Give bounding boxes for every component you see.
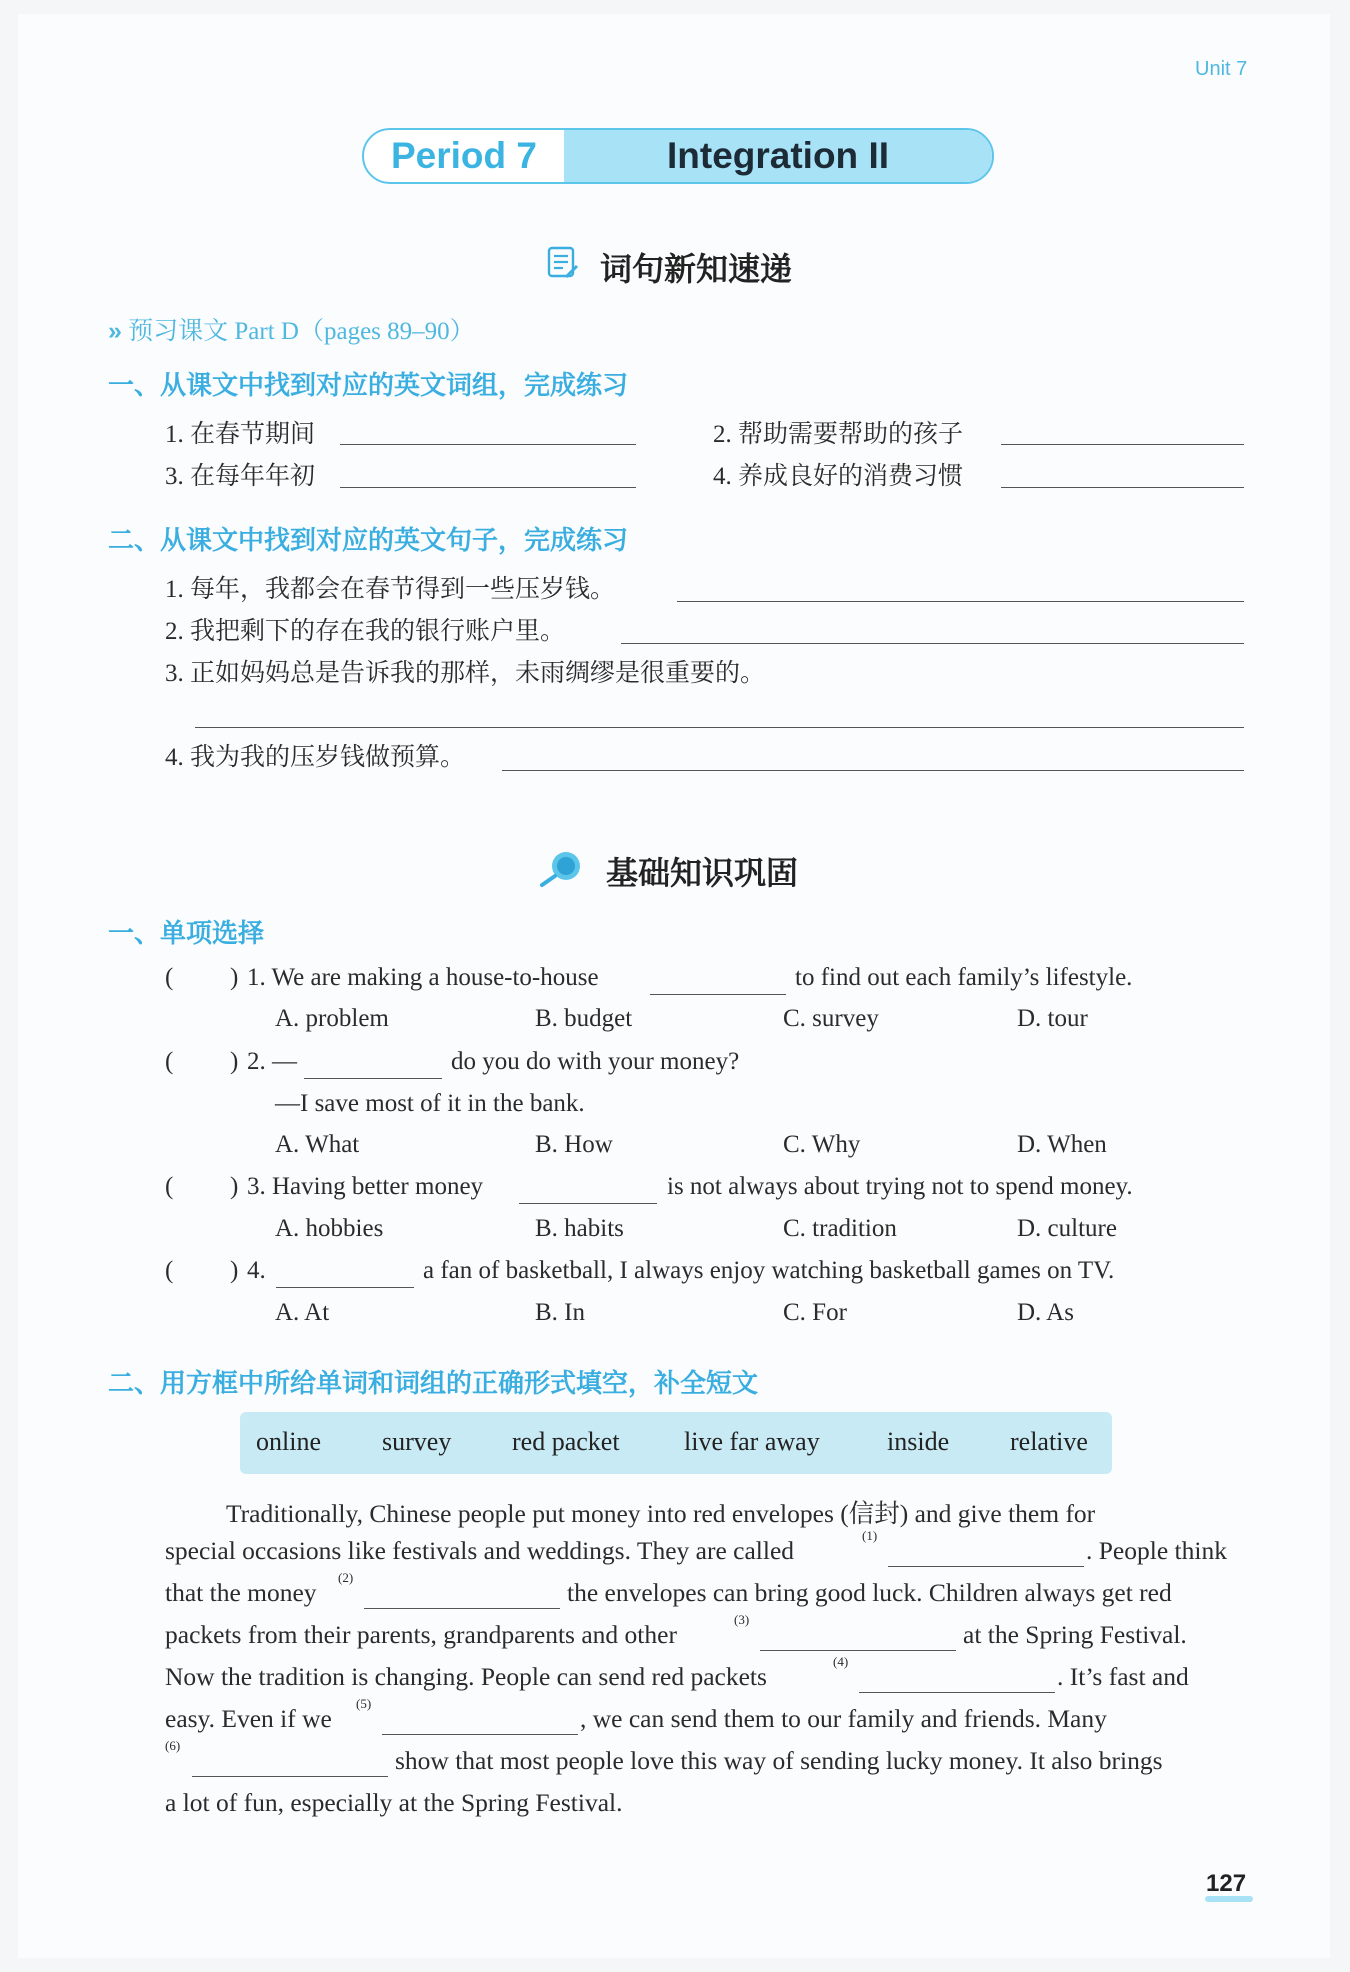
passage-line: . It’s fast and	[1057, 1662, 1189, 1691]
passage-line: a lot of fun, especially at the Spring Festival.	[165, 1788, 623, 1817]
option[interactable]: D. tour	[1017, 1005, 1088, 1032]
option[interactable]: C. tradition	[783, 1215, 897, 1242]
question-stem: do you do with your money?	[451, 1048, 740, 1075]
option[interactable]: A. What	[275, 1131, 360, 1158]
section-title-basics: 基础知识巩固	[606, 855, 799, 891]
passage-line: that the money	[165, 1578, 317, 1607]
answer-paren-open: (	[165, 1173, 174, 1200]
preview-text: 预习课文 Part D（pages 89–90）	[128, 318, 475, 345]
sentence-item-4: 4. 我为我的压岁钱做预算。	[165, 744, 466, 771]
sentence-item-2: 2. 我把剩下的存在我的银行账户里。	[165, 618, 566, 645]
word-bank	[240, 1412, 1112, 1474]
option[interactable]: B. habits	[535, 1215, 624, 1242]
passage-line: . People think	[1086, 1536, 1227, 1565]
question-blank[interactable]	[304, 1078, 442, 1079]
passage-line: Now the tradition is changing. People can send red packets	[165, 1662, 767, 1691]
cloze-heading: 二、用方框中所给单词和词组的正确形式填空，补全短文	[108, 1368, 759, 1398]
answer-blank[interactable]	[340, 444, 636, 445]
option[interactable]: B. How	[535, 1131, 613, 1158]
cloze-blank-3[interactable]	[760, 1650, 956, 1651]
option[interactable]: D. culture	[1017, 1215, 1117, 1242]
passage-line: Traditionally, Chinese people put money into red envelopes (信封) and give them for	[226, 1499, 1096, 1528]
question-stem: 3. Having better money	[247, 1173, 484, 1200]
period-banner	[362, 128, 994, 184]
question-stem: 1. We are making a house-to-house	[247, 964, 599, 991]
option[interactable]: A. problem	[275, 1005, 389, 1032]
phrase-item-1: 1. 在春节期间	[165, 421, 316, 448]
phrase-item-2: 2. 帮助需要帮助的孩子	[713, 421, 964, 448]
passage-line: , we can send them to our family and friends. Many	[580, 1704, 1107, 1733]
document-pencil-icon	[546, 245, 580, 281]
phrase-item-4: 4. 养成良好的消费习惯	[713, 463, 964, 490]
cloze-blank-2[interactable]	[364, 1608, 560, 1609]
lesson-title: Integration II	[564, 130, 992, 182]
sentence-item-1: 1. 每年，我都会在春节得到一些压岁钱。	[165, 576, 616, 603]
unit-label: Unit 7	[1195, 58, 1248, 80]
passage-line: special occasions like festivals and weddings. They are called	[165, 1536, 795, 1565]
double-chevron-icon: »	[108, 317, 122, 345]
mc-heading: 一、单项选择	[108, 918, 265, 948]
answer-blank[interactable]	[677, 601, 1244, 602]
question-blank[interactable]	[276, 1287, 414, 1288]
option[interactable]: B. In	[535, 1299, 585, 1326]
word-bank-item: online	[256, 1427, 321, 1456]
answer-paren-close: )	[230, 1048, 239, 1075]
answer-paren-close: )	[230, 1257, 239, 1284]
question-stem: a fan of basketball, I always enjoy watching basketball games on TV.	[423, 1257, 1115, 1284]
option[interactable]: C. Why	[783, 1131, 861, 1158]
question-blank[interactable]	[650, 994, 786, 995]
word-bank-item: survey	[382, 1427, 452, 1456]
period-label: Period 7	[391, 135, 537, 176]
answer-line: —I save most of it in the bank.	[275, 1090, 585, 1117]
question-stem: 4.	[247, 1257, 266, 1284]
answer-blank[interactable]	[621, 643, 1244, 644]
section-title-vocabulary: 词句新知速递	[600, 251, 793, 287]
answer-blank[interactable]	[195, 727, 1244, 728]
option[interactable]: A. At	[275, 1299, 330, 1326]
word-bank-item: inside	[887, 1427, 950, 1456]
sentence-item-3: 3. 正如妈妈总是告诉我的那样，未雨绸缪是很重要的。	[165, 660, 766, 687]
question-blank[interactable]	[519, 1203, 657, 1204]
answer-paren-open: (	[165, 1048, 174, 1075]
answer-paren-open: (	[165, 1257, 174, 1284]
option[interactable]: D. When	[1017, 1131, 1107, 1158]
phrase-item-3: 3. 在每年年初	[165, 463, 316, 490]
passage-line: easy. Even if we	[165, 1704, 332, 1733]
cloze-blank-1[interactable]	[888, 1566, 1084, 1567]
answer-paren-close: )	[230, 1173, 239, 1200]
option[interactable]: C. For	[783, 1299, 847, 1326]
answer-blank[interactable]	[1001, 487, 1244, 488]
question-stem: is not always about trying not to spend money.	[667, 1173, 1133, 1200]
magnifier-icon	[538, 848, 588, 888]
passage-line: packets from their parents, grandparents and other	[165, 1620, 677, 1649]
option[interactable]: B. budget	[535, 1005, 633, 1032]
answer-paren-close: )	[230, 964, 239, 991]
option[interactable]: D. As	[1017, 1299, 1074, 1326]
cloze-blank-4[interactable]	[859, 1692, 1055, 1693]
cloze-blank-6[interactable]	[192, 1776, 388, 1777]
passage-line: the envelopes can bring good luck. Children always get red	[567, 1578, 1172, 1607]
part2-heading: 二、从课文中找到对应的英文句子，完成练习	[108, 525, 629, 555]
word-bank-item: live far away	[684, 1427, 820, 1456]
answer-slot[interactable]	[180, 990, 226, 1016]
question-stem: to find out each family’s lifestyle.	[795, 964, 1133, 991]
word-bank-item: red packet	[512, 1427, 620, 1456]
answer-blank[interactable]	[1001, 444, 1244, 445]
preview-note	[108, 311, 475, 347]
page-number: 127	[1206, 1870, 1247, 1897]
option[interactable]: C. survey	[783, 1005, 879, 1032]
part1-heading: 一、从课文中找到对应的英文词组，完成练习	[108, 370, 629, 400]
passage-line: show that most people love this way of sending lucky money. It also brings	[395, 1746, 1163, 1775]
word-bank-item: relative	[1010, 1427, 1088, 1456]
answer-paren-open: (	[165, 964, 174, 991]
question-stem: 2. —	[247, 1048, 297, 1075]
passage-line: at the Spring Festival.	[963, 1620, 1187, 1649]
option[interactable]: A. hobbies	[275, 1215, 384, 1242]
answer-blank[interactable]	[502, 770, 1244, 771]
answer-blank[interactable]	[340, 487, 636, 488]
cloze-blank-5[interactable]	[382, 1734, 578, 1735]
